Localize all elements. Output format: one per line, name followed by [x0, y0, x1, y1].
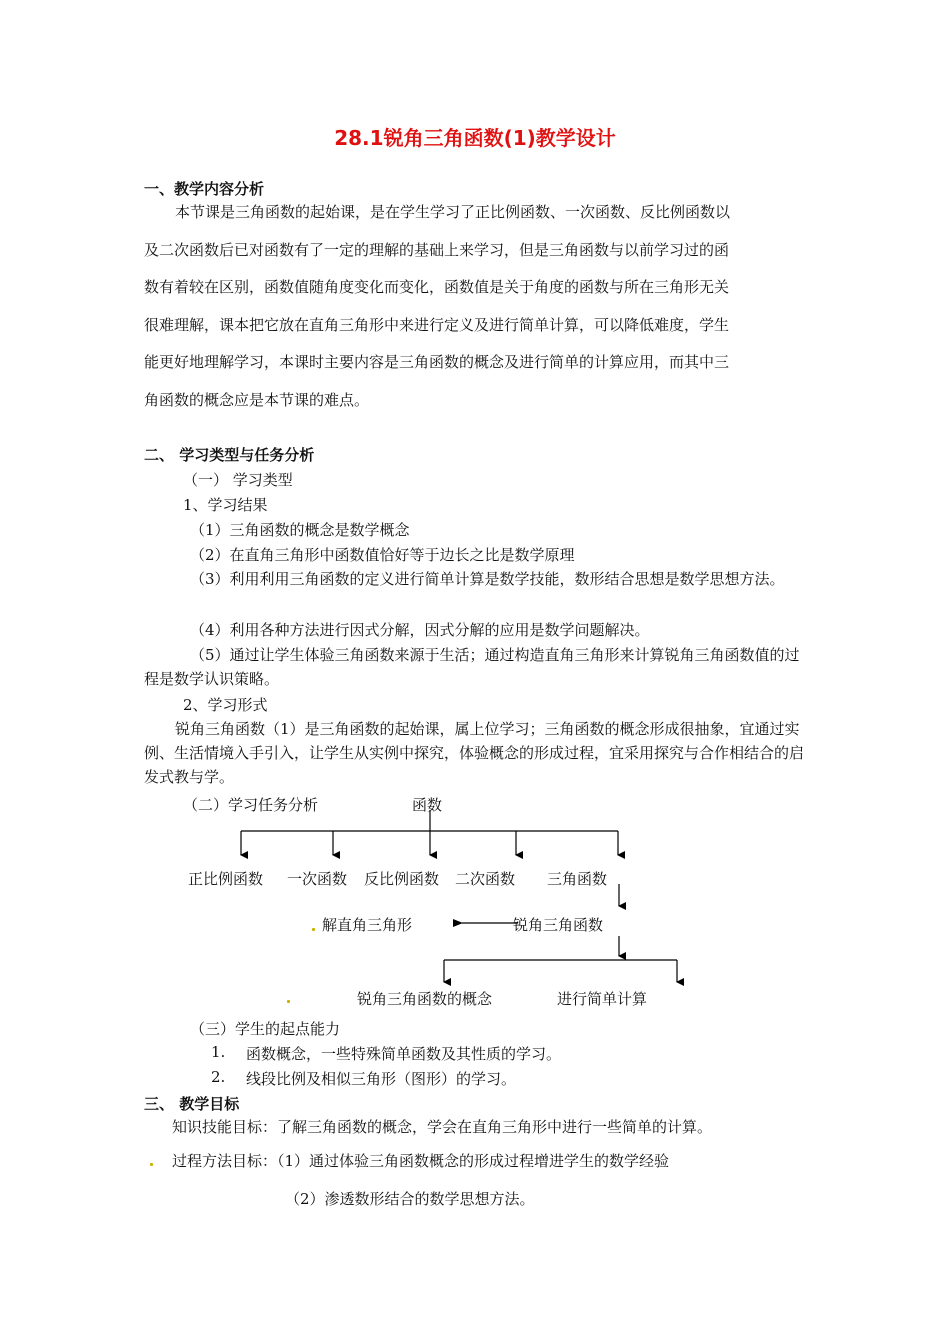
ability-num: 2. [211, 1068, 226, 1086]
page-title: 28.1锐角三角函数(1)教学设计 [334, 126, 616, 150]
result-item: （3）利用利用三角函数的定义进行简单计算是数学技能，数形结合思想是数学思想方法。 [190, 570, 785, 588]
ability-text: 函数概念，一些特殊简单函数及其性质的学习。 [246, 1045, 562, 1063]
task-heading: （二）学习任务分析 [183, 796, 319, 814]
process-goal-1: 过程方法目标：（1）通过体验三角函数概念的形成过程增进学生的数学经验 [172, 1152, 670, 1170]
result-item: （1）三角函数的概念是数学概念 [190, 521, 410, 539]
results-heading: 1、学习结果 [183, 496, 268, 514]
ability-text: 线段比例及相似三角形（图形）的学习。 [246, 1070, 517, 1088]
marker-dot [312, 928, 315, 931]
section3-heading: 三、 教学目标 [144, 1095, 240, 1113]
para-line: 本节课是三角函数的起始课，是在学生学习了正比例函数、一次函数、反比例函数以 [175, 203, 731, 221]
section1-heading: 一、教学内容分析 [144, 180, 265, 198]
para-line: 很难理解，课本把它放在直角三角形中来进行定义及进行简单计算，可以降低难度，学生 [144, 315, 730, 334]
result-item: （2）在直角三角形中函数值恰好等于边长之比是数学原理 [190, 546, 575, 564]
result-item: （5）通过让学生体验三角函数来源于生活；通过构造直角三角形来计算锐角三角函数值的过程是数学认识策略。 [144, 646, 800, 688]
ability-num: 1. [211, 1043, 226, 1061]
node-acute-trig: 锐角三角函数 [513, 916, 604, 934]
para-line: 能更好地理解学习，本课时主要内容是三角函数的概念及进行简单的计算应用，而其中三 [144, 353, 730, 371]
marker-dot [150, 1163, 153, 1166]
process-goal-2: （2）渗透数形结合的数学思想方法。 [285, 1190, 535, 1208]
para-line: 及二次函数后已对函数有了一定的理解的基础上来学习，但是三角函数与以前学习过的函 [144, 240, 730, 259]
learning-type-heading: （一） 学习类型 [183, 471, 293, 489]
node-calc: 进行简单计算 [557, 990, 648, 1008]
node-proportional: 正比例函数 [188, 870, 264, 888]
node-concept: 锐角三角函数的概念 [357, 990, 493, 1008]
form-paragraph: 锐角三角函数（1）是三角函数的起始课，属上位学习；三角函数的概念形成很抽象，宜通过实例、生活情境入手引入，让学生从实例中探究，体验概念的形成过程，宜采用探究与合作相结合的启发式教与学。 [144, 720, 805, 786]
result-item: （4）利用各种方法进行因式分解，因式分解的应用是数学问题解决。 [190, 621, 650, 639]
node-function: 函数 [412, 796, 443, 814]
para-line: 数有着较在区别，函数值随角度变化而变化，函数值是关于角度的函数与所在三角形无关 [144, 278, 730, 296]
knowledge-goal: 知识技能目标：了解三角函数的概念，学会在直角三角形中进行一些简单的计算。 [172, 1118, 713, 1136]
node-linear: 一次函数 [287, 870, 348, 888]
node-solve-right-triangle: 解直角三角形 [322, 916, 413, 934]
ability-heading: （三）学生的起点能力 [190, 1020, 341, 1038]
para-line: 角函数的概念应是本节课的难点。 [144, 390, 370, 409]
node-trig: 三角函数 [547, 870, 608, 888]
form-heading: 2、学习形式 [183, 696, 268, 714]
node-quadratic: 二次函数 [455, 870, 516, 888]
section2-heading: 二、 学习类型与任务分析 [144, 446, 315, 464]
node-inverse: 反比例函数 [364, 870, 440, 888]
marker-dot [287, 1000, 290, 1003]
